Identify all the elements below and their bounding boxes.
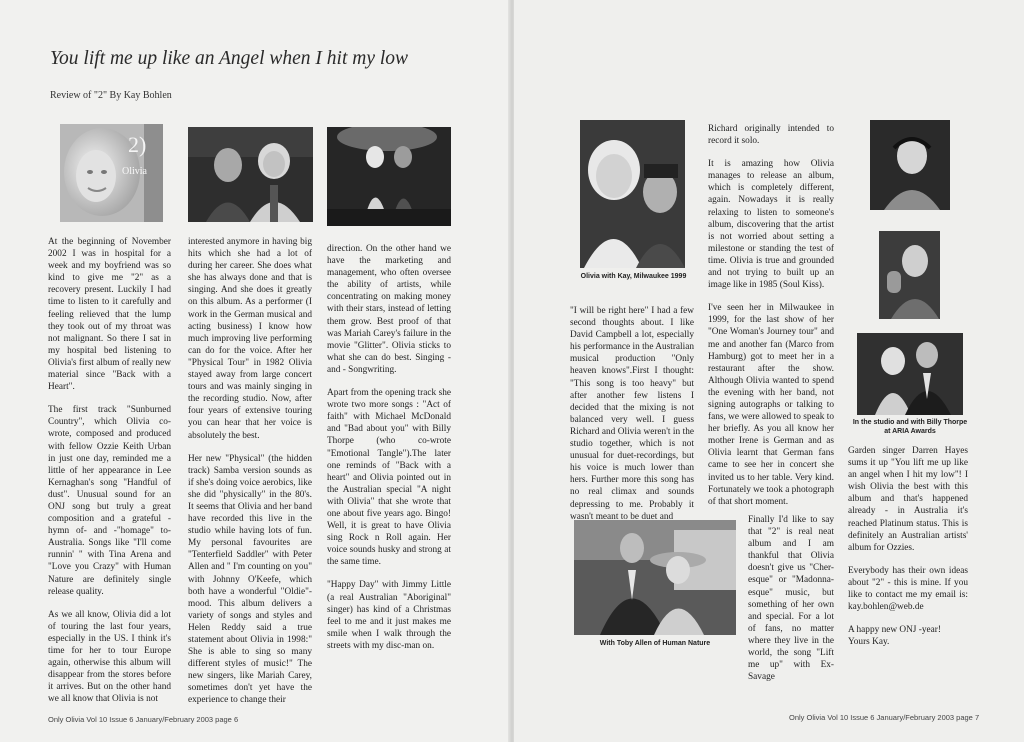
article-column-5: [708, 123, 834, 519]
paragraph: I've seen her in Milwaukee in 1999, for the last show of her "One Woman's Journey tour" and me and another fan (Marco from Hamburg) got to meet her in a restaurant after the show. Although Olivia wanted to spend the evening with her band, not signing autographs or talking to fans, we were allowed to speak to her briefly. As you all know her mother Irene is German and as Olivia learnt that German fans came to see her in concert she invited us to her table. Very kind. Fortunately we took a photograph of that short moment.: [708, 303, 834, 507]
article-column-3: [327, 243, 451, 663]
paragraph: Garden singer Darren Hayes sums it up "You lift me up like an angel when I hit my low"! I wish Olivia the best with this album and that's happened already - in Australia it's reached Platinum status. This is definitely an Australian artists' album for Ozzies.: [848, 446, 968, 553]
toby-photo: [574, 520, 736, 635]
cover-number: 2): [128, 132, 147, 157]
article-byline: Review of "2" By Kay Bohlen: [50, 90, 172, 101]
aria-photo-caption: In the studio and with Billy Thorpe at ARIA Awards: [852, 419, 968, 435]
paragraph: "Happy Day" with Jimmy Little (a real Australian "Aboriginal" singer) has kind of a Christmas feel to me and it just makes me smile when I walk through the streets with my disc-man on.: [327, 580, 451, 651]
aria-photo: [857, 333, 963, 415]
paragraph: At the beginning of November 2002 I was in hospital for a week and my boyfriend was so kind to give me "2" as a recovery present. Luckily I had time to listen to it carefully and feeling relieved that the lump they took out of my throat was not malignant. So there I sat in my hospital bed listening to Olivia's first album of really new material since "Back with a Heart".: [48, 237, 171, 393]
album-cover-photo: [60, 124, 163, 222]
duet-photo: [188, 127, 313, 222]
page-left: [0, 0, 510, 742]
paragraph: "I will be right here" I had a few second thoughts about. I like David Campbell a lot, especially his performance in the Australian musical production "Only heaven knows".First I thought: "This song is too heavy" but after another few listens I decided that the mixing is not balanced very well. I guess Richard and Olivia weren't in the studio together, which is not unusual for duet-recordings, but his voice is much lower than hers. Further more this song has no real climax and sounds depressing to me. Probably it wasn't meant to be duet and: [570, 306, 694, 522]
article-column-4: [570, 305, 694, 534]
paragraph: Richard originally intended to record it solo.: [708, 124, 834, 147]
article-column-2: [188, 236, 312, 718]
paragraph: It is amazing how Olivia manages to release an album, which is completely different, again. Nowadays it is really relaxing to listen to someone's album, discovering that the artist is not worried about setting a milestone or standing the test of time. Olivia is true and grounded and not trying to built up an image like in 1985 (Soul Kiss).: [708, 159, 834, 291]
article-headline: You lift me up like an Angel when I hit my low: [50, 48, 409, 69]
paragraph: Everybody has their own ideas about "2" - this is mine. If you like to contact me my email is: kay.bohlen@web.de: [848, 565, 968, 613]
toby-photo-caption: With Toby Allen of Human Nature: [599, 640, 711, 647]
page-right: [514, 0, 1024, 742]
paragraph: The first track "Sunburned Country", which Olivia co-wrote, composed and produced with fellow Ozzie Keith Urban in just one day, reminded me a little of her appearance in Lee Kernaghan's song "Handful of dust". Unusual sound for an ONJ song but truly a great composition and a grateful -hymn of- and -"homage" to-Australia. Songs like "I'll come runnin' " with Tina Arena and "Love you Crazy" with Human Nature are definitely single release quality.: [48, 405, 171, 597]
article-column-5-continued: [748, 514, 834, 694]
studio-photo-2: [879, 231, 940, 319]
kay-photo-caption: Olivia with Kay, Milwaukee 1999: [580, 273, 687, 280]
paragraph: direction. On the other hand we have the marketing and management, who often oversee the ability of artists, while concentrating on making money with their stars, instead of letting them grow. Best proof of that was Mariah Carey's failure in the movie "Glitter". Olivia sticks to what she can do best. Singing - and - Songwriting.: [327, 244, 451, 375]
kay-photo: [580, 120, 685, 268]
paragraph: A happy new ONJ -year! Yours Kay.: [848, 625, 941, 648]
paragraph: As we all know, Olivia did a lot of touring the last four years, especially in the US. I think it's time for her to tour Europe again, otherwise this album will disappear from the stores before it arrives. But on the other hand we all know that Olivia is not: [48, 609, 171, 705]
article-column-6: [848, 445, 968, 659]
footer-right: Only Olivia Vol 10 Issue 6 January/February 2003 page 7: [789, 713, 980, 722]
stage-photo: [327, 127, 451, 226]
paragraph: Finally I'd like to say that "2" is real neat album and I am thankful that Olivia doesn't give us "Cher-esque" or "Madonna-esque" music, but something of her own and special. For a lot of fans, no matter where they live in the world, the song "Lift me up" with Ex-Savage: [748, 515, 834, 683]
paragraph: Her new "Physical" (the hidden track) Samba version sounds as if she's doing voice aerobics, like she did "physically" in the 80's. It seems that Olivia and her band have recorded this live in the studio while having lots of fun. My personal favourites are "Tenterfield Saddler" with Peter Allen and " I'm counting on you" with Johnny O'Keefe, which both have a wonderful "Oldie"-mood. This album delivers a variety of songs and styles and Helen Reddy said a true statement about Olivia in 1998:" She is able to sing so many different styles of music!" The new singers, like Mariah Carey, sometimes don't yet have the experience to change their: [188, 453, 312, 706]
studio-photo-1: [870, 120, 950, 210]
article-column-1: [48, 236, 171, 716]
cover-title: Olivia: [122, 166, 147, 177]
paragraph: Apart from the opening track she wrote two more songs : "Act of faith" with Michael McDonald and "Bad about you" with Billy Thorpe (who co-wrote "Emotional Tangle").The later one reminds of "Back with a heart" and Olivia pointed out in the Australian special "A night with Olivia" that she wrote that one about five years ago. Bingo! Well, it is great to have Olivia sing Rock n Roll again. Her voice sounds husky and strong at the same time.: [327, 388, 451, 568]
footer-left: Only Olivia Vol 10 Issue 6 January/February 2003 page 6: [48, 715, 239, 724]
paragraph: interested anymore in having big hits which she had a lot of during her career. She does what she has always done and that is singing. And she does it greatly on this album. As a performer (I work in the German musical and acting business) I know how much improving live performing can do for the voice. After her "Physical Tour" in 1982 Olivia stayed away from large concert tours and was mainly singing in the recording studio. Now, after four years of extensive touring you can hear that her voice is absolutely the best.: [188, 237, 312, 441]
